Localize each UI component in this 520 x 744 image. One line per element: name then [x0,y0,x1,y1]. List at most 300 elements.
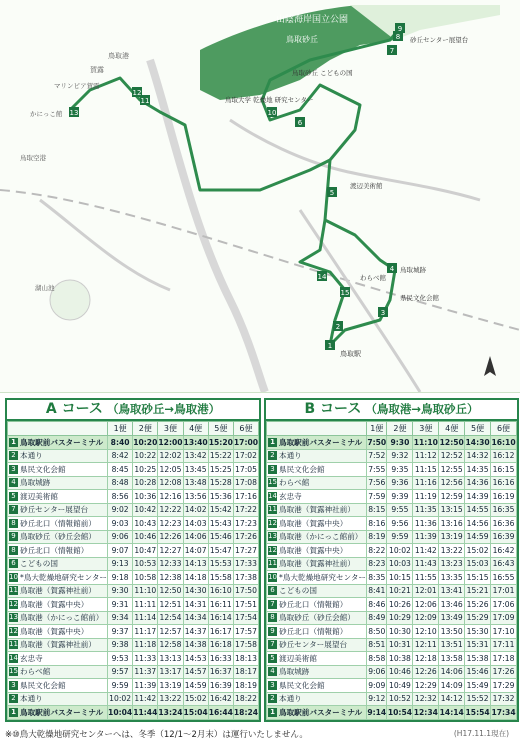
stop-cell [8,517,108,531]
stop-number-badge: 15 [268,478,277,487]
time-cell: 10:26 [387,598,413,612]
stop-number-badge: 8 [9,546,18,555]
time-cell: 10:28 [133,476,158,490]
table-row [8,463,259,477]
time-cell: 17:58 [233,638,258,652]
time-cell: 14:59 [465,530,491,544]
time-cell: 13:22 [158,692,183,706]
time-cell: 11:42 [133,692,158,706]
time-cell: 15:58 [208,571,233,585]
time-cell: 16:39 [208,679,233,693]
time-cell: 18:13 [233,652,258,666]
b-run-header: 6便 [491,422,517,436]
a-run-header: 2便 [133,422,158,436]
time-cell: 11:10 [413,436,439,450]
stop-cell [8,476,108,490]
time-cell: 8:22 [367,544,387,558]
time-cell: 9:34 [108,611,133,625]
table-row [8,517,259,531]
table-row [8,530,259,544]
stop-name: 県民文化会館 [279,464,325,474]
station-label: 鳥取駅 [340,350,361,358]
time-cell: 12:10 [413,625,439,639]
time-cell: 11:19 [413,490,439,504]
stop-number-badge: 7 [268,640,277,649]
footnote [5,728,517,740]
time-cell: 16:16 [491,476,517,490]
time-cell: 12:02 [158,449,183,463]
time-cell: 9:18 [108,571,133,585]
stop-name: 鳥取砂丘（砂丘会館） [279,613,355,623]
time-cell: 13:24 [158,706,183,720]
b-stop-header [267,422,367,436]
time-cell: 11:33 [133,652,158,666]
table-row [8,611,259,625]
time-cell: 15:42 [208,503,233,517]
time-cell: 10:47 [133,544,158,558]
time-cell: 14:35 [465,463,491,477]
time-cell: 8:49 [367,611,387,625]
stop-cell [8,490,108,504]
table-row [8,503,259,517]
stop-cell [8,692,108,706]
stop-cell [267,476,367,490]
time-cell: 14:57 [183,665,208,679]
time-cell: 10:22 [133,449,158,463]
table-row [267,652,517,666]
time-cell: 11:42 [413,544,439,558]
stop-name: 鳥取港（賀露神社前） [20,586,96,596]
stop-cell [8,679,108,693]
koyama-label: 湖山池 [35,284,55,292]
time-cell: 16:19 [491,490,517,504]
time-cell: 11:14 [133,611,158,625]
time-cell: 16:10 [208,584,233,598]
time-cell: 14:12 [439,692,465,706]
stop-marker-number: 4 [389,265,395,273]
time-cell: 13:17 [158,665,183,679]
table-row [267,557,517,571]
time-cell: 14:03 [183,517,208,531]
table-row [8,557,259,571]
time-cell: 16:12 [491,449,517,463]
time-cell: 7:50 [367,436,387,450]
stop-number-badge: 15 [9,667,18,676]
stop-number-badge: 11 [268,559,277,568]
time-cell: 10:46 [387,665,413,679]
time-cell: 12:50 [158,584,183,598]
bunka-label: 県民文化会館 [400,294,439,302]
course-b-grid [266,421,517,720]
time-cell: 9:55 [387,503,413,517]
table-row [267,530,517,544]
time-cell: 9:06 [108,530,133,544]
stop-name: 県民文化会館 [20,680,66,690]
stop-cell [8,598,108,612]
time-cell: 8:15 [367,503,387,517]
time-cell: 16:44 [208,706,233,720]
time-cell: 8:23 [367,557,387,571]
stop-name: 砂丘北口（情報館） [279,626,348,636]
time-cell: 15:36 [208,490,233,504]
time-cell: 9:02 [108,503,133,517]
time-cell: 12:59 [439,490,465,504]
table-row [8,665,259,679]
stop-marker-number: 15 [340,289,350,297]
time-cell: 13:19 [439,530,465,544]
stop-cell [267,517,367,531]
stop-name: 本通り [279,451,302,461]
stop-cell [267,706,367,720]
stop-number-badge: 9 [268,627,277,636]
time-cell: 18:22 [233,692,258,706]
time-cell: 12:55 [439,463,465,477]
rest-label: 鳥取砂丘 こどもの国 [292,69,353,77]
stop-number-badge: 7 [9,505,18,514]
time-cell: 14:38 [183,638,208,652]
stop-number-badge: 8 [9,519,18,528]
time-cell: 12:06 [413,598,439,612]
stop-cell [267,611,367,625]
time-cell: 11:39 [133,679,158,693]
stop-marker [317,271,327,281]
time-cell: 15:38 [465,652,491,666]
time-cell: 9:30 [387,436,413,450]
time-cell: 9:57 [108,665,133,679]
time-cell: 12:58 [158,638,183,652]
stop-name: 鳥取駅前バスターミナル [20,437,104,447]
time-cell: 11:10 [133,584,158,598]
time-cell: 14:56 [465,517,491,531]
table-row [8,652,259,666]
stop-number-badge: 8 [268,613,277,622]
stop-number-badge: 5 [268,654,277,663]
stop-cell [8,625,108,639]
stop-number-badge: 1 [9,438,18,447]
b-run-header: 1便 [367,422,387,436]
stop-name: 鳥取城跡 [279,667,310,677]
stop-cell [267,665,367,679]
time-cell: 8:42 [108,449,133,463]
stop-number-badge: 12 [268,545,277,554]
time-cell: 8:46 [367,598,387,612]
course-b-header [266,400,517,421]
table-row [267,625,517,639]
stop-number-badge: 7 [268,600,277,609]
time-cell: 10:04 [108,706,133,720]
time-cell: 13:13 [158,652,183,666]
stop-name: 砂丘北口（情報館） [279,599,348,609]
time-cell: 13:56 [183,490,208,504]
time-cell: 12:16 [158,490,183,504]
stop-number-badge: 11 [9,586,18,595]
time-cell: 11:15 [413,463,439,477]
stop-marker-number: 11 [140,97,150,105]
stop-number-badge: 1 [268,438,277,447]
stop-number-badge: 10 [9,572,18,581]
stop-name: 鳥取港（賀露神社前） [279,505,355,515]
time-cell: 15:22 [208,449,233,463]
time-cell: 13:16 [439,517,465,531]
stop-number-badge: 3 [268,681,277,690]
table-row [267,436,517,450]
time-cell: 8:16 [367,517,387,531]
stop-number-badge: 9 [9,532,18,541]
time-cell: 17:11 [491,638,517,652]
time-cell: 10:54 [387,706,413,720]
stop-cell [8,503,108,517]
stop-cell [267,692,367,706]
time-cell: 13:19 [158,679,183,693]
time-cell: 7:56 [367,476,387,490]
time-cell: 13:35 [439,571,465,585]
stop-number-badge: 12 [9,626,18,635]
time-cell: 15:47 [208,544,233,558]
time-cell: 14:37 [183,625,208,639]
time-cell: 17:57 [233,625,258,639]
time-cell: 9:37 [108,625,133,639]
stop-cell [267,571,367,585]
time-cell: 14:32 [465,449,491,463]
table-row [267,544,517,558]
time-cell: 17:06 [491,598,517,612]
stop-name: 玄忠寺 [279,491,302,501]
table-row [267,638,517,652]
time-cell: 12:23 [158,517,183,531]
table-row [267,611,517,625]
time-cell: 9:09 [367,679,387,693]
time-cell: 12:38 [158,571,183,585]
time-cell: 8:40 [108,436,133,450]
stop-name: *鳥大乾燥地研究センター [279,572,367,582]
course-a-table [5,398,261,722]
time-cell: 9:35 [387,463,413,477]
hall-label: 渡辺美術館 [350,182,383,190]
time-cell: 11:12 [413,449,439,463]
time-cell: 17:34 [491,706,517,720]
table-row [267,490,517,504]
time-cell: 12:29 [413,679,439,693]
stop-marker-number: 9 [397,25,403,33]
time-cell: 12:26 [158,530,183,544]
table-row [267,598,517,612]
time-cell: 13:49 [439,611,465,625]
stop-marker-number: 1 [327,342,333,350]
time-cell: 10:31 [387,638,413,652]
airport-label: 鳥取空港 [20,154,46,162]
a-run-header: 5便 [208,422,233,436]
time-cell: 13:41 [439,584,465,598]
table-row [8,476,259,490]
time-cell: 18:19 [233,679,258,693]
a-run-header: 3便 [158,422,183,436]
port-label: 鳥取港 [108,52,129,60]
time-cell: 9:56 [387,517,413,531]
stop-name: わらべ館 [279,478,310,488]
stop-marker-number: 7 [389,47,395,55]
time-cell: 17:18 [491,652,517,666]
footnote-text: ※⑩鳥大乾燥地研究センターへは、冬季（12/1〜2月末）は運行いたしません。 [5,730,308,740]
time-cell: 9:59 [387,530,413,544]
stop-marker [325,340,335,350]
stop-marker [378,307,388,317]
stop-number-badge: 11 [268,505,277,514]
table-row [8,598,259,612]
time-cell: 7:55 [367,463,387,477]
kanikko-label: かにっこ館 [30,110,63,118]
time-cell: 15:46 [208,530,233,544]
time-cell: 14:34 [183,611,208,625]
stop-number-badge: 2 [9,451,18,460]
stop-name: 鳥取駅前バスターミナル [20,707,104,717]
time-cell: 18:24 [233,706,258,720]
stop-marker-number: 14 [317,273,327,281]
stop-marker-number: 5 [329,189,335,197]
time-cell: 15:20 [208,436,233,450]
time-cell: 14:18 [183,571,208,585]
time-cell: 16:18 [208,638,233,652]
time-cell: 14:30 [183,584,208,598]
time-cell: 17:02 [233,449,258,463]
stop-name: 本通り [279,694,302,704]
stop-cell [8,611,108,625]
time-cell: 14:06 [439,665,465,679]
time-cell: 17:22 [233,503,258,517]
time-cell: 17:26 [233,530,258,544]
time-cell: 15:54 [465,706,491,720]
stop-cell [8,638,108,652]
time-cell: 9:32 [387,449,413,463]
time-cell: 10:52 [387,692,413,706]
time-cell: 17:33 [233,557,258,571]
time-cell: 8:19 [367,530,387,544]
table-row [267,517,517,531]
stop-cell [267,436,367,450]
table-row [8,625,259,639]
stop-marker [69,107,79,117]
stop-number-badge: 6 [9,559,18,568]
time-cell: 15:03 [465,557,491,571]
stop-number-badge: 12 [9,599,18,608]
stop-cell [267,679,367,693]
time-cell: 17:54 [233,611,258,625]
time-cell: 11:35 [413,503,439,517]
stop-number-badge: 4 [9,478,18,487]
time-cell: 15:28 [208,476,233,490]
time-cell: 14:36 [465,476,491,490]
stop-marker-number: 12 [132,89,142,97]
stop-name: 鳥取港（賀露中央） [20,626,89,636]
stop-cell [267,463,367,477]
date-note: (H17.11.1現在) [453,729,509,738]
time-cell: 10:21 [387,584,413,598]
time-cell: 11:55 [413,571,439,585]
time-cell: 12:26 [413,665,439,679]
table-row [267,665,517,679]
time-cell: 9:06 [367,665,387,679]
stop-cell [8,463,108,477]
stop-name: 鳥取駅前バスターミナル [279,437,363,447]
stop-name: *鳥大乾燥地研究センター [20,572,108,582]
stop-cell [8,584,108,598]
time-cell: 16:42 [208,692,233,706]
tourist-label: 砂丘センター展望台 [410,36,469,44]
table-row [267,476,517,490]
time-cell: 8:45 [108,463,133,477]
time-cell: 13:45 [183,463,208,477]
stop-number-badge: 6 [268,586,277,595]
time-cell: 15:31 [465,638,491,652]
time-cell: 7:59 [367,490,387,504]
time-cell: 9:36 [387,476,413,490]
stop-name: 砂丘北口（情報館前） [20,518,96,528]
table-row [8,692,259,706]
table-row [8,584,259,598]
time-cell: 15:29 [465,611,491,625]
time-cell: 8:41 [367,584,387,598]
stop-number-badge: 12 [268,518,277,527]
univ-label: 鳥取大学 乾燥地 研究センター [225,96,314,104]
stop-number-badge: 3 [9,681,18,690]
stop-marker-number: 3 [380,309,386,317]
time-cell: 14:14 [439,706,465,720]
course-a-grid [7,421,259,720]
stop-cell [8,436,108,450]
time-cell: 16:35 [491,503,517,517]
time-cell: 14:30 [465,436,491,450]
time-cell: 10:15 [387,571,413,585]
time-cell: 10:43 [133,517,158,531]
table-row [267,706,517,720]
time-cell: 10:02 [387,544,413,558]
time-cell: 14:07 [183,544,208,558]
stop-cell [267,584,367,598]
dune-label: 鳥取砂丘 [286,35,318,44]
marine-label: マリンピア賀露 [54,82,100,90]
time-cell: 15:46 [465,665,491,679]
stop-marker [340,287,350,297]
stop-name: 渡辺美術館 [20,491,58,501]
stop-name: 砂丘北口（情報館） [20,545,89,555]
time-cell: 14:55 [465,503,491,517]
time-cell: 13:48 [183,476,208,490]
castle-label: 鳥取城跡 [400,266,426,274]
stop-cell [267,598,367,612]
time-cell: 11:11 [133,598,158,612]
time-cell: 15:02 [183,692,208,706]
time-cell: 9:39 [387,490,413,504]
stop-name: 鳥取港（賀露中央） [20,599,89,609]
stop-marker [295,117,305,127]
time-cell: 16:11 [208,598,233,612]
time-cell: 16:17 [208,625,233,639]
time-cell: 9:14 [367,706,387,720]
time-cell: 16:37 [208,665,233,679]
stop-name: こどもの国 [20,559,58,569]
time-cell: 17:38 [233,571,258,585]
stop-number-badge: 13 [9,613,18,622]
time-cell: 13:40 [183,436,208,450]
time-cell: 12:52 [439,449,465,463]
time-cell: 12:08 [158,476,183,490]
time-cell: 14:02 [183,503,208,517]
b-run-header: 5便 [465,422,491,436]
stop-number-badge: 1 [9,708,18,717]
time-cell: 17:27 [233,544,258,558]
table-row [8,490,259,504]
stop-name: 玄忠寺 [20,653,43,663]
time-cell: 7:52 [367,449,387,463]
